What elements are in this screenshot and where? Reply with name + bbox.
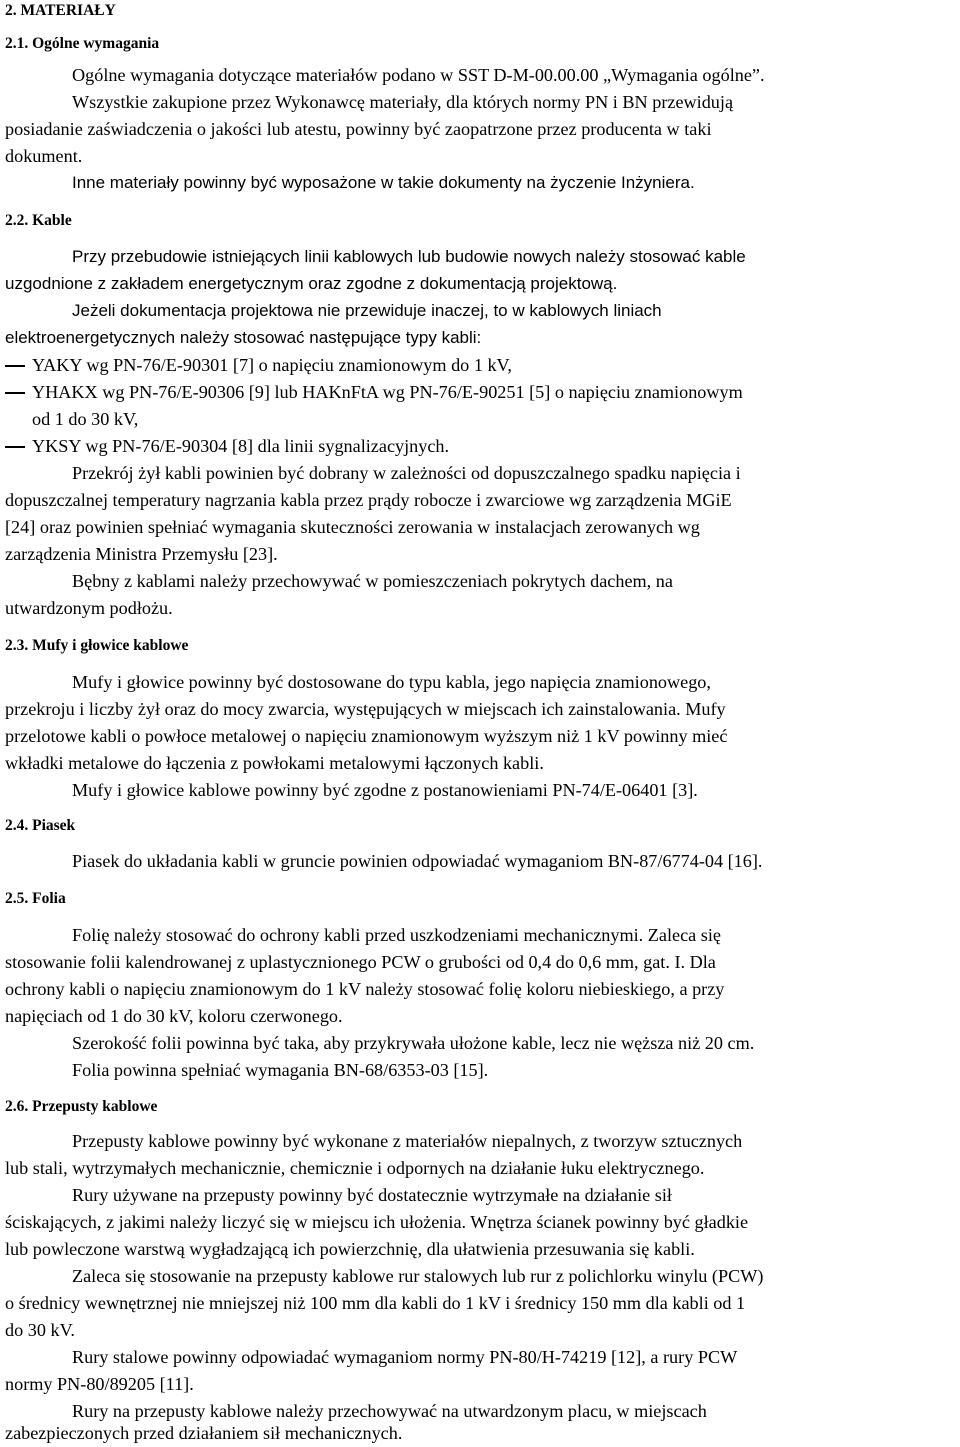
paragraph-line: Piasek do układania kabli w gruncie powinien odpowiadać wymaganiom BN-87/6774-04 [16]. (72, 851, 763, 871)
paragraph-line: zabezpieczonych przed działaniem sił mechanicznych. (5, 1423, 403, 1443)
paragraph-line: Jeżeli dokumentacja projektowa nie przewiduje inaczej, to w kablowych liniach (72, 301, 662, 320)
paragraph-line: wkładki metalowe do łączenia z powłokami metalowymi łączonych kabli. (5, 753, 544, 773)
paragraph-line: utwardzonym podłożu. (5, 598, 173, 618)
paragraph-line: Zaleca się stosowanie na przepusty kablowe rur stalowych lub rur z polichlorku winylu (PCW) (72, 1266, 764, 1286)
paragraph-line: Przy przebudowie istniejących linii kablowych lub budowie nowych należy stosować kable (72, 247, 746, 266)
dash-bullet-icon (5, 392, 25, 394)
list-item-text: YKSY wg PN-76/E-90304 [8] dla linii sygnalizacyjnych. (32, 436, 450, 456)
paragraph-line: Szerokość folii powinna być taka, aby przykrywała ułożone kable, lecz nie węższa niż 20 cm. (72, 1033, 755, 1053)
paragraph-line: uzgodnione z zakładem energetycznym oraz zgodne z dokumentacją projektową. (5, 274, 618, 293)
paragraph-line: Rury stalowe powinny odpowiadać wymaganiom normy PN-80/H-74219 [12], a rury PCW (72, 1347, 738, 1367)
subsection-heading-2-2: 2.2. Kable (5, 212, 72, 229)
list-item-text: YAKY wg PN-76/E-90301 [7] o napięciu znamionowym do 1 kV, (32, 355, 512, 375)
paragraph-line: Przepusty kablowe powinny być wykonane z materiałów niepalnych, z tworzyw sztucznych (72, 1131, 743, 1151)
dash-bullet-icon (5, 446, 25, 448)
paragraph-line: przekroju i liczby żył oraz do mocy zwarcia, występujących w miejscach ich zainstalowania. Mufy (5, 699, 726, 719)
list-item-text: YHAKX wg PN-76/E-90306 [9] lub HAKnFtA wg PN-76/E-90251 [5] o napięciu znamionowym (32, 382, 743, 402)
paragraph-line: Wszystkie zakupione przez Wykonawcę materiały, dla których normy PN i BN przewidują (72, 92, 734, 112)
paragraph-line: stosowanie folii kalendrowanej z uplastycznionego PCW o grubości od 0,4 do 0,6 mm, gat. I. Dla (5, 952, 716, 972)
paragraph-line: Ogólne wymagania dotyczące materiałów podano w SST D-M-00.00.00 „Wymagania ogólne”. (72, 65, 765, 85)
paragraph-line: ochrony kabli o napięciu znamionowym do 1 kV należy stosować folię koloru niebieskiego, a przy (5, 979, 725, 999)
paragraph-line: Rury na przepusty kablowe należy przechowywać na utwardzonym placu, w miejscach (72, 1401, 707, 1421)
paragraph-line: Folia powinna spełniać wymagania BN-68/6353-03 [15]. (72, 1060, 489, 1080)
section-heading: 2. MATERIAŁY (5, 2, 116, 19)
paragraph-line: zarządzenia Ministra Przemysłu [23]. (5, 544, 278, 564)
subsection-heading-2-6: 2.6. Przepusty kablowe (5, 1098, 158, 1115)
paragraph-line: Folię należy stosować do ochrony kabli przed uszkodzeniami mechanicznymi. Zaleca się (72, 925, 721, 945)
paragraph-line: Inne materiały powinny być wyposażone w takie dokumenty na życzenie Inżyniera. (72, 173, 695, 192)
list-item-continuation: od 1 do 30 kV, (32, 409, 139, 429)
paragraph-line: przelotowe kabli o powłoce metalowej o napięciu znamionowym wyższym niż 1 kV powinny mieć (5, 726, 728, 746)
list-item (5, 435, 449, 457)
paragraph-line: Mufy i głowice kablowe powinny być zgodne z postanowieniami PN-74/E-06401 [3]. (72, 780, 698, 800)
paragraph-line: Mufy i głowice powinny być dostosowane do typu kabla, jego napięcia znamionowego, (72, 672, 711, 692)
paragraph-line: Rury używane na przepusty powinny być dostatecznie wytrzymałe na działanie sił (72, 1185, 672, 1205)
paragraph-line: elektroenergetycznych należy stosować następujące typy kabli: (5, 328, 482, 347)
paragraph-line: Przekrój żył kabli powinien być dobrany w zależności od dopuszczalnego spadku napięcia i (72, 463, 741, 483)
subsection-heading-2-4: 2.4. Piasek (5, 817, 76, 834)
paragraph-line: napięciach od 1 do 30 kV, koloru czerwonego. (5, 1006, 343, 1026)
paragraph-line: lub stali, wytrzymałych mechanicznie, chemicznie i odpornych na działanie łuku elektrycznego. (5, 1158, 705, 1178)
paragraph-line: dokument. (5, 146, 83, 166)
list-item (5, 354, 512, 376)
paragraph-line: [24] oraz powinien spełniać wymagania skuteczności zerowania w instalacjach zerowanych wg (5, 517, 700, 537)
paragraph-line: ściskających, z jakimi należy liczyć się w miejscu ich ułożenia. Wnętrza ścianek powinny być gładkie (5, 1212, 749, 1232)
paragraph-line: dopuszczalnej temperatury nagrzania kabla przez prądy robocze i zwarciowe wg zarządzenia MGiE (5, 490, 732, 510)
dash-bullet-icon (5, 365, 25, 367)
subsection-heading-2-1: 2.1. Ogólne wymagania (5, 35, 160, 52)
list-item (5, 381, 743, 403)
subsection-heading-2-5: 2.5. Folia (5, 890, 66, 907)
paragraph-line: Bębny z kablami należy przechowywać w pomieszczeniach pokrytych dachem, na (72, 571, 673, 591)
paragraph-line: posiadanie zaświadczenia o jakości lub atestu, powinny być zaopatrzone przez producenta w taki (5, 119, 712, 139)
subsection-heading-2-3: 2.3. Mufy i głowice kablowe (5, 637, 189, 654)
paragraph-line: normy PN-80/89205 [11]. (5, 1374, 194, 1394)
paragraph-line: lub powleczone warstwą wygładzającą ich powierzchnię, dla ułatwienia przesuwania się kabli. (5, 1239, 695, 1259)
paragraph-line: o średnicy wewnętrznej nie mniejszej niż 100 mm dla kabli do 1 kV i średnicy 150 mm dla kabli od 1 (5, 1293, 746, 1313)
paragraph-line: do 30 kV. (5, 1320, 75, 1340)
